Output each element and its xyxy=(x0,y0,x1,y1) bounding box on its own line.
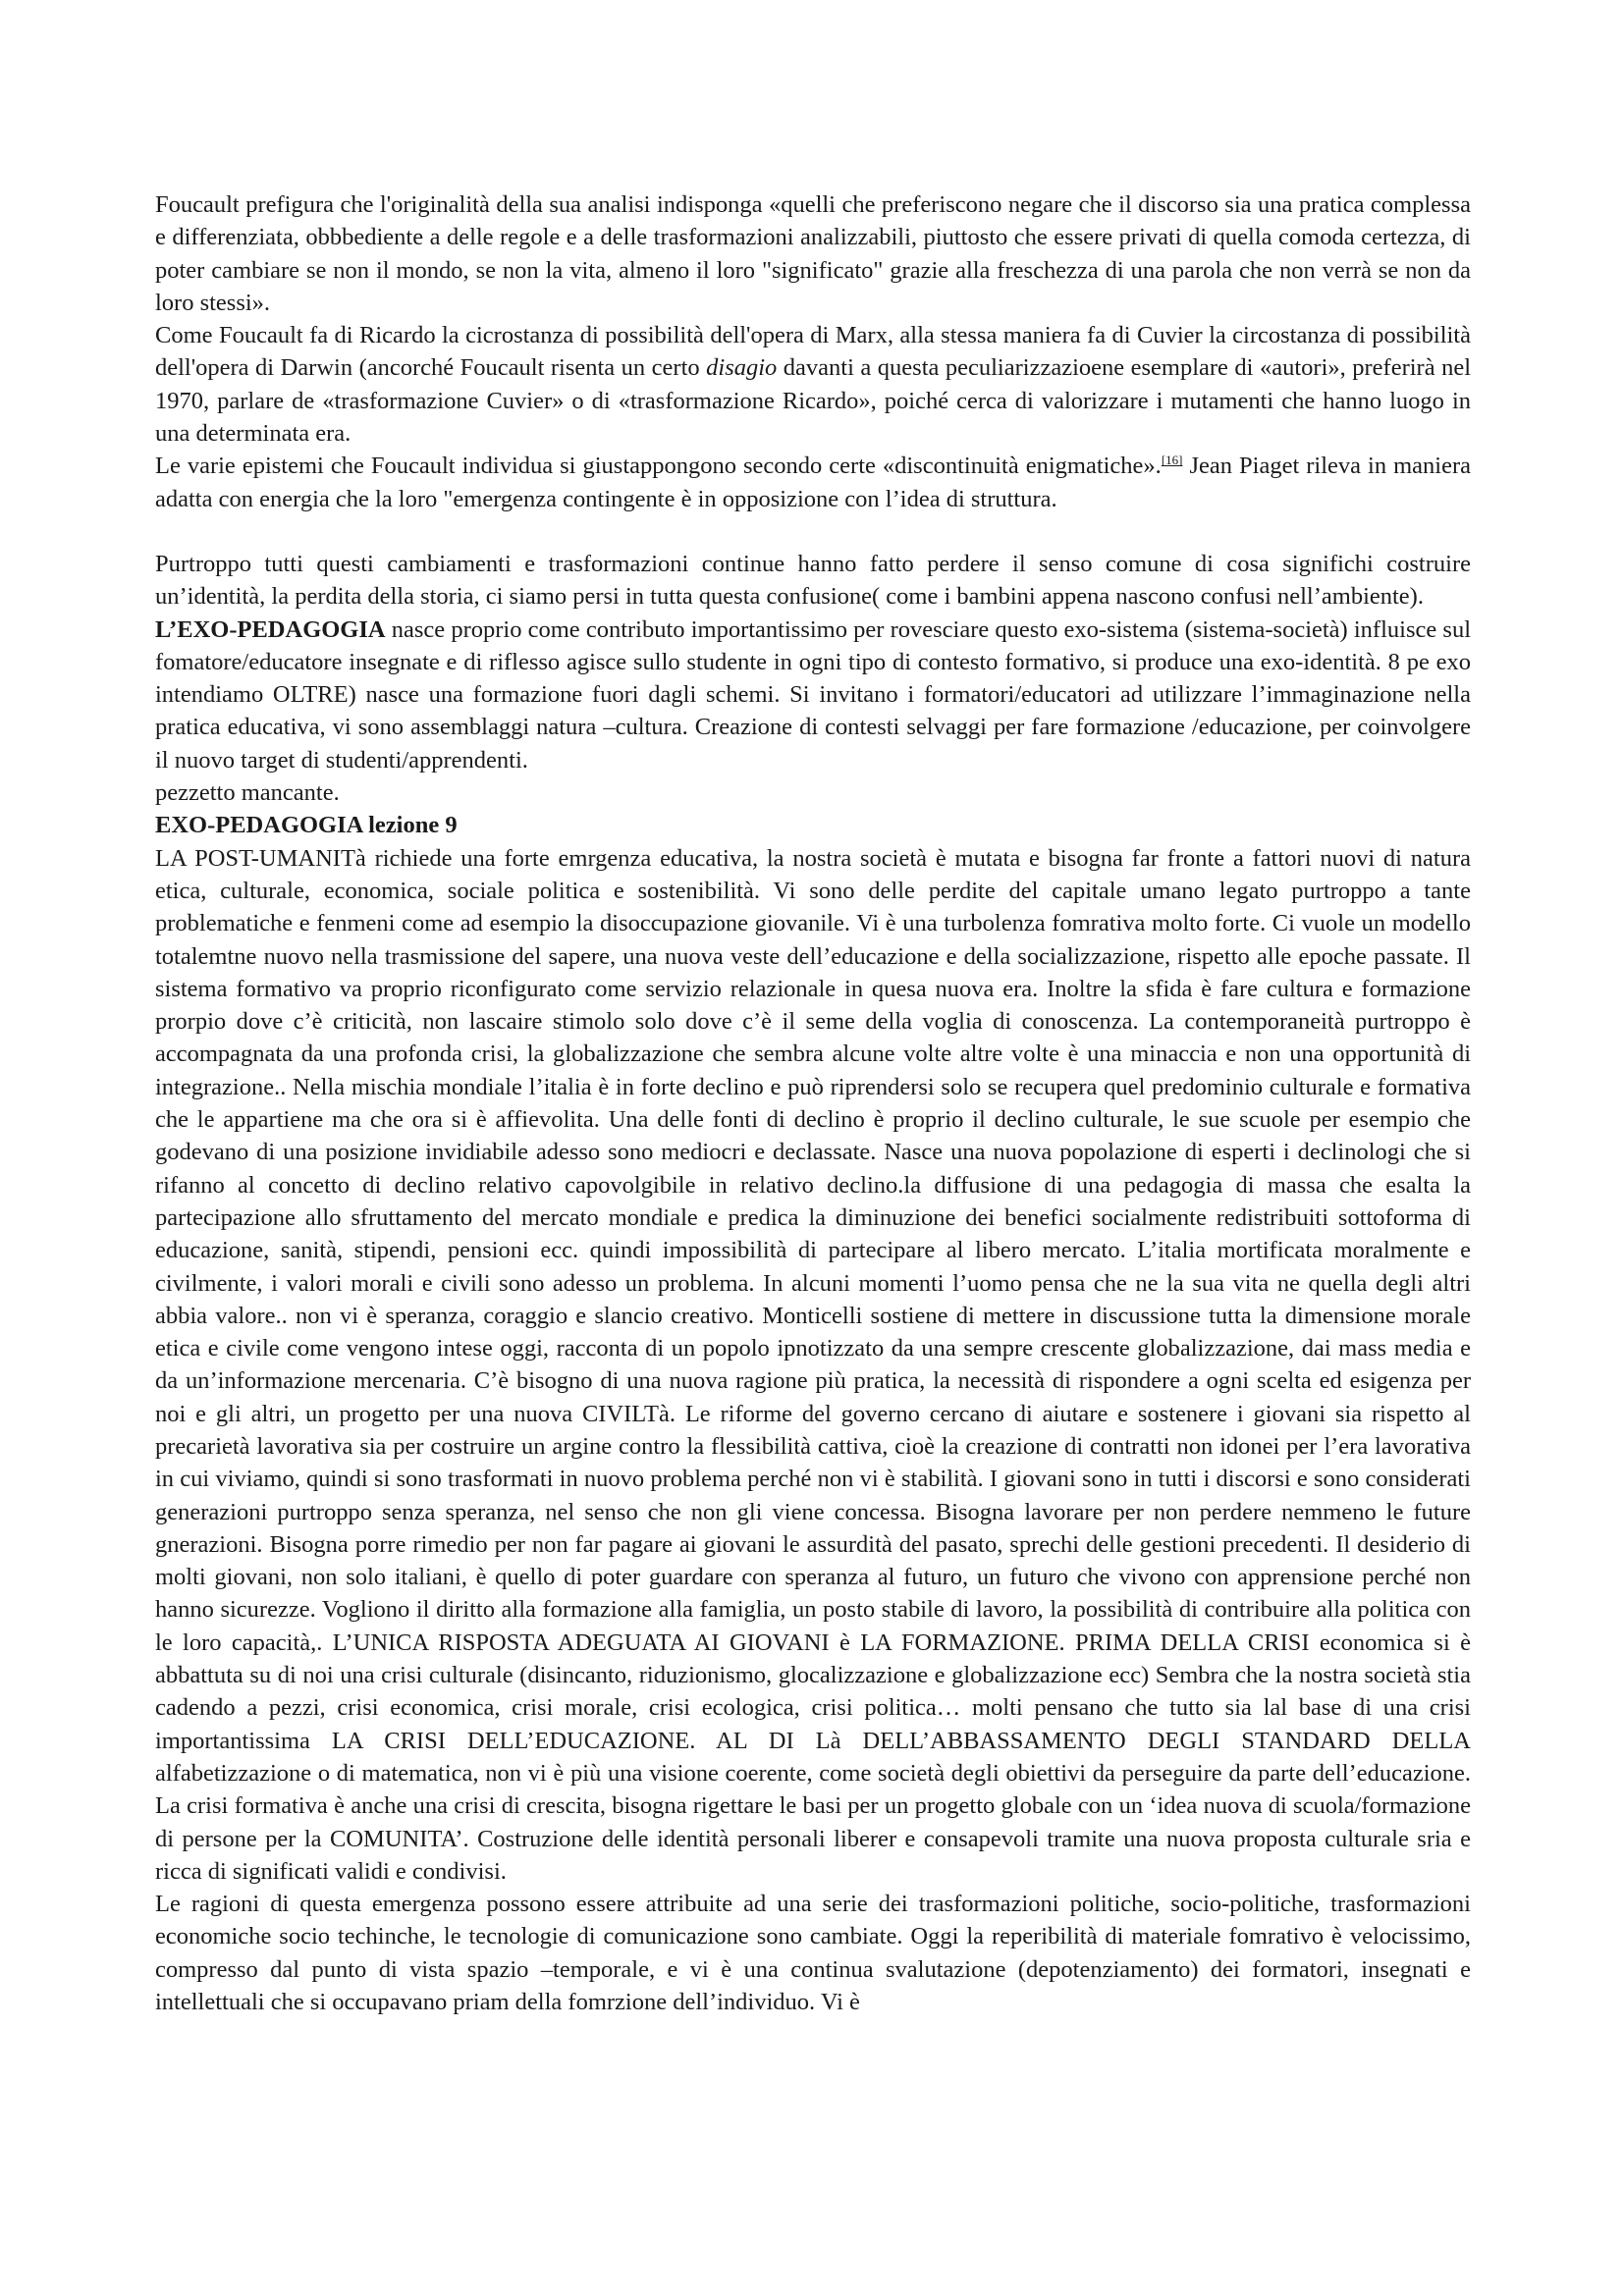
paragraph-ricardo-cuvier xyxy=(155,319,1471,450)
text-segment: davanti a questa peculiarizzazioene esemplare di «autori», preferirà nel 1970, parlare de «trasformazione Cuvier» o di «trasformazione Ricardo», poiché cerca di valorizzare i mutamenti che hanno luogo in una determinata era. xyxy=(155,354,1471,448)
footnote-link[interactable]: [16] xyxy=(1161,453,1183,468)
document-page xyxy=(155,188,1471,2018)
emphasis-disagio: disagio xyxy=(706,354,778,382)
paragraph-gap xyxy=(155,515,1471,548)
section-heading: EXO-PEDAGOGIA lezione 9 xyxy=(155,812,458,839)
paragraph-post-umanita: LA POST-UMANITà richiede una forte emrgenza educativa, la nostra società è mutata e bisogna far fronte a fattori nuovi di natura etica, culturale, economica, sociale politica e sostenibilità. Vi sono delle perdite del capitale umano legato purtroppo a tante problematiche e fenmeni come ad esempio la disoccupazione giovanile. Vi è una turbolenza fomrativa molto forte. Ci vuole un modello totalemtne nuovo nella trasmissione del sapere, una nuova veste dell’educazione e della socializzazione, rispetto alle epoche passate. Il sistema formativo va proprio riconfigurato come servizio relazionale in quesa nuova era. Inoltre la sfida è fare cultura e formazione prorpio dove c’è criticità, non lascaire stimolo solo dove c’è il seme della voglia di conoscenza. La contemporaneità purtroppo è accompagnata da una profonda crisi, la globalizzazione che sembra alcune volte altre volte è una minaccia e non una opportunità di integrazione.. Nella mischia mondiale l’italia è in forte declino e può riprendersi solo se recupera quel predominio culturale e formativa che le appartiene ma che ora si è affievolita. Una delle fonti di declino è proprio il declino culturale, le sue scuole per esempio che godevano di una posizione invidiabile adesso sono mediocri e declassate. Nasce una nuova popolazione di esperti i declinologi che si rifanno al concetto di declino relativo capovolgibile in relativo declino.la diffusione di una pedagogia di massa che esalta la partecipazione allo sfruttamento del mercato mondiale e predica la diminuzione dei benefici socialmente redistribuiti sottoforma di educazione, sanità, stipendi, pensioni ecc. quindi impossibilità di partecipare al libero mercato. L’italia mortificata moralmente e civilmente, i valori morali e civili sono adesso un problema. In alcuni momenti l’uomo pensa che ne la sua vita ne quella degli altri abbia valore.. non vi è speranza, coraggio e slancio creativo. Monticelli sostiene di mettere in discussione tutta la dimensione morale etica e civile come vengono intese oggi, racconta di un popolo ipnotizzato da una sempre crescente globalizzazione, dai mass media e da un’informazione mercenaria. C’è bisogno di una nuova ragione più pratica, la necessità di rispondere a ogni scelta ed esigenza per noi e gli altri, un progetto per una nuova CIVILTà. Le riforme del governo cercano di aiutare e sostenere i giovani sia rispetto al precarietà lavorativa sia per costruire un argine contro la flessibilità cattiva, cioè la creazione di contratti non idonei per l’era lavorativa in cui viviamo, quindi si sono trasformati in nuovo problema perché non vi è stabilità. I giovani sono in tutti i discorsi e sono considerati generazioni purtroppo senza speranza, nel senso che non gli viene concessa. Bisogna lavorare per non perdere nemmeno le future gnerazioni. Bisogna porre rimedio per non far pagare ai giovani le assurdità del pasato, sprechi delle gestioni precedenti. Il desiderio di molti giovani, non solo italiani, è quello di poter guardare con speranza al futuro, un futuro che vivono con apprensione perché non hanno sicurezze. Vogliono il diritto alla formazione alla famiglia, un posto stabile di lavoro, la possibilità di contribuire alla politica con le loro capacità,. L’UNICA RISPOSTA ADEGUATA AI GIOVANI è LA FORMAZIONE. PRIMA DELLA CRISI economica si è abbattuta su di noi una crisi culturale (disincanto, riduzionismo, glocalizzazione e globalizzazione ecc) Sembra che la nostra società stia cadendo a pezzi, crisi economica, crisi morale, crisi ecologica, crisi politica… molti pensano che tutto sia lal base di una crisi importantissima LA CRISI DELL’EDUCAZIONE. AL DI Là DELL’ABBASSAMENTO DEGLI STANDARD DELLA alfabetizzazione o di matematica, non vi è più una visione coerente, come società degli obiettivi da perseguire da parte dell’educazione. La crisi formativa è anche una crisi di crescita, bisogna rigettare le basi per un progetto globale con un ‘idea nuova di scuola/formazione di persone per la COMUNITA’. Costruzione delle identità personali liberer e consapevoli tramite una nuova proposta culturale sria e ricca di significati validi e condivisi. xyxy=(155,844,1471,1885)
term-exo-pedagogia: L’EXO-PEDAGOGIA xyxy=(155,615,386,643)
paragraph-identity-loss: Purtroppo tutti questi cambiamenti e trasformazioni continue hanno fatto perdere il senso comune di cosa significhi costruire un’identità, la perdita della storia, ci siamo persi in tutta questa confusione( come i bambini appena nascono confusi nell’ambiente). xyxy=(155,550,1471,611)
text-segment: nasce proprio come contributo importantissimo per rovesciare questo exo-sistema (sistema-società) influisce sul fomatore/educatore insegnate e di riflesso agisce sullo studente in ogni tipo di contesto formativo, si produce una exo-identità. 8 pe exo intendiamo OLTRE) nasce una formazione fuori dagli schemi. Si invitano i formatori/educatori ad utilizzare l’immaginazione nella pratica educativa, vi sono assemblaggi natura –cultura. Creazione di contesti selvaggi per fare formazione /educazione, per coinvolgere il nuovo target di studenti/apprendenti. xyxy=(155,615,1471,774)
text-segment: Jean Piaget rileva in maniera adatta con energia che la loro "emergenza contingente è in opposizione con l’idea di struttura. xyxy=(155,453,1472,512)
text-segment: Le varie epistemi che Foucault individua si giustappongono secondo certe «discontinuità enigmatiche». xyxy=(155,453,1162,480)
paragraph-emergency-reasons: Le ragioni di questa emergenza possono essere attribuite ad una serie dei trasformazioni politiche, socio-politiche, trasformazioni economiche socio techinche, le tecnologie di comunicazione sono cambiate. Oggi la reperibilità di materiale fomrativo è velocissimo, compresso dal punto di vista spazio –temporale, e vi è una continua svalutazione (depotenziamento) dei formatori, insegnati e intellettuali che si occupavano priam della fomrzione dell’individuo. Vi è xyxy=(155,1891,1471,2016)
paragraph-missing-note: pezzetto mancante. xyxy=(155,779,340,807)
paragraph-foucault-intro: Foucault prefigura che l'originalità della sua analisi indisponga «quelli che preferiscono negare che il discorso sia una pratica complessa e differenziata, obbbediente a delle regole e a delle trasformazioni analizzabili, piuttosto che essere privati di quella comoda certezza, di poter cambiare se non il mondo, se non la vita, almeno il loro "significato" grazie alla freschezza di una parola che non verrà se non da loro stessi». xyxy=(155,191,1471,316)
text-segment: Come Foucault fa di Ricardo la cicrostanza di possibilità dell'opera di Marx, alla stessa maniera fa di Cuvier la circostanza di possibilità dell'opera di Darwin (ancorché Foucault risenta un certo xyxy=(155,322,1471,382)
paragraph-epistemi xyxy=(155,450,1471,515)
paragraph-exo-pedagogia xyxy=(155,614,1471,776)
